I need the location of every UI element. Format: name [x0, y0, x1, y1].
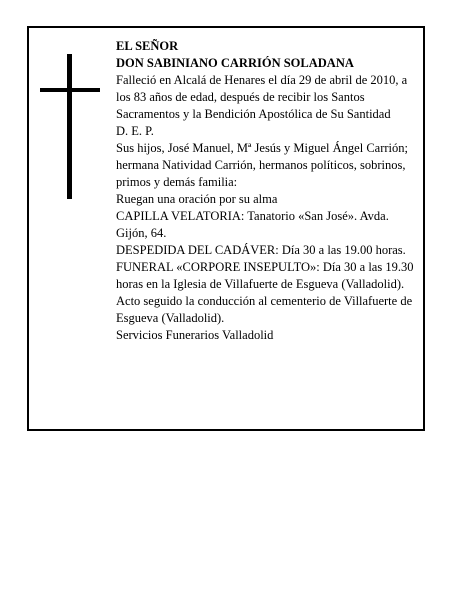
cross-horizontal-bar — [40, 88, 100, 92]
latin-cross-icon — [40, 54, 100, 199]
chapel-info: CAPILLA VELATORIA: Tanatorio «San José». Avda. Gijón, 64. — [116, 209, 389, 240]
title-line: EL SEÑOR — [116, 39, 179, 53]
deceased-name: DON SABINIANO CARRIÓN SOLADANA — [116, 56, 354, 70]
funeral-info: FUNERAL «CORPORE INSEPULTO»: Día 30 a las 19.30 horas en la Iglesia de Villafuerte de Esgueva (Valladolid). Acto seguido la conducción al cementerio de Villafuerte de Esgueva (Valladolid). — [116, 260, 414, 325]
cross-vertical-bar — [67, 54, 72, 199]
farewell-info: DESPEDIDA DEL CADÁVER: Día 30 a las 19.00 horas. — [116, 243, 406, 257]
funeral-services: Servicios Funerarios Valladolid — [116, 328, 274, 342]
obituary-text — [116, 38, 421, 344]
prayer-request: Ruegan una oración por su alma — [116, 192, 278, 206]
family-line: Sus hijos, José Manuel, Mª Jesús y Miguel Ángel Carrión; hermana Natividad Carrión, hermanos políticos, sobrinos, primos y demás familia: — [116, 141, 408, 189]
obituary-notice — [27, 26, 425, 431]
rip-line: D. E. P. — [116, 124, 154, 138]
death-statement: Falleció en Alcalá de Henares el día 29 de abril de 2010, a los 83 años de edad, después de recibir los Santos Sacramentos y la Bendición Apostólica de Su Santidad — [116, 73, 408, 121]
